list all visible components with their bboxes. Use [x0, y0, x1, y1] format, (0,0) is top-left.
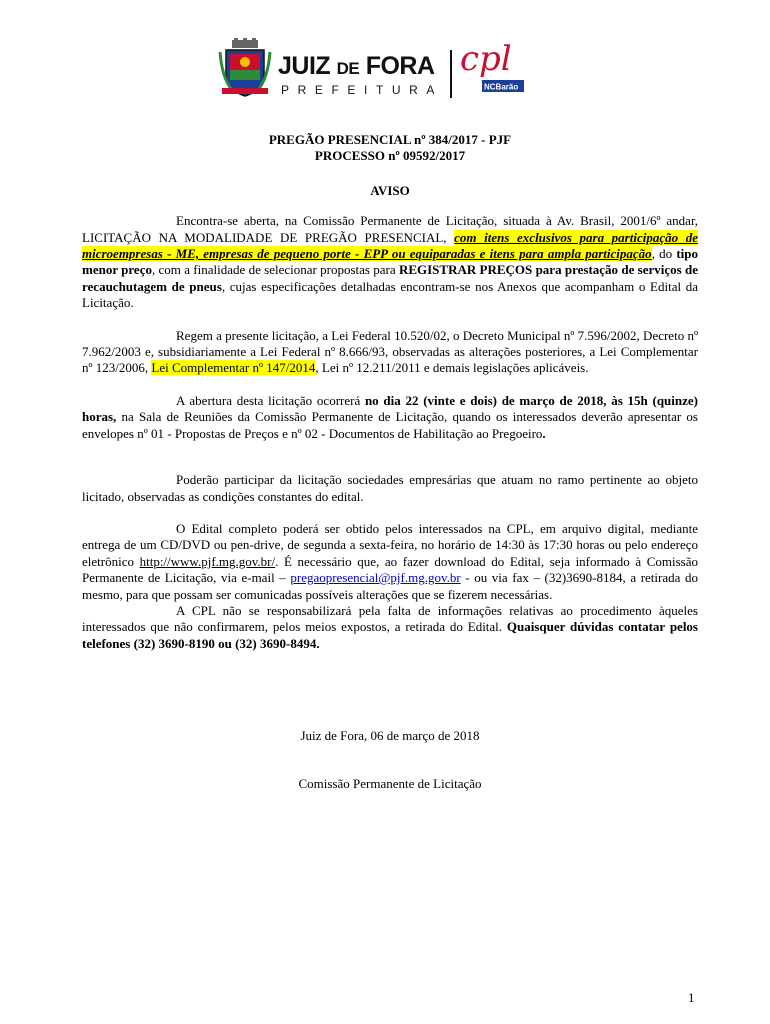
- paragraph-legislation: [82, 328, 698, 377]
- document-title: PREGÃO PRESENCIAL nº 384/2017 - PJF: [268, 132, 512, 147]
- p1-text-2: , do: [651, 246, 677, 262]
- website-link[interactable]: http://www.pjf.mg.gov.br/: [139, 553, 276, 569]
- p3-text-2: na Sala de Reuniões da Comissão Permanente de Licitação, quando os interessados deverão apresentar os envelopes nº 01 - Propostas de Preços e nº 02 - Documentos de Habilitação ao Pregoeiro: [82, 409, 698, 441]
- p6-text-1: A CPL não se responsabilizará pela falta de informações relativas ao procedimento àqueles interessados que não confirmarem, pelos meios expostos, a retirada do Edital.: [82, 602, 698, 635]
- p1-text-1: Encontra-se aberta, na Comissão Permanente de Licitação, situada à Av. Brasil, 2001/6º andar, LICITAÇÃO NA MODALIDADE DE PREGÃO PRESENCIAL,: [82, 213, 698, 245]
- p6-bold-contacts: Quaisquer dúvidas contatar pelos telefones (32) 3690-8190 ou (32) 3690-8494.: [82, 619, 698, 651]
- p1-text-3: , com a finalidade de selecionar propostas para: [151, 262, 399, 278]
- p5-text-2: . É necessário que, ao fazer download do Edital, seja informado à Comissão Permanente de Licitação, via e-mail –: [82, 553, 698, 586]
- document-date: Juiz de Fora, 06 de março de 2018: [300, 728, 480, 743]
- paragraph-edital: [82, 521, 698, 603]
- cpl-logo-text: cpl: [460, 39, 512, 79]
- logo-divider: [450, 50, 452, 98]
- p4-text-1: Poderão participar da licitação sociedades empresárias que atuam no ramo pertinente ao objeto licitado, observadas as condições constantes do edital.: [82, 472, 698, 504]
- paragraph-responsibility: [82, 603, 698, 652]
- p2-text-2: , Lei nº 12.211/2011 e demais legislações aplicáveis.: [315, 360, 589, 376]
- paragraph-participation: [82, 472, 698, 505]
- paragraph-opening-date: [82, 393, 698, 442]
- cpl-logo: [458, 38, 530, 98]
- p3-bold-period: .: [542, 425, 546, 441]
- p1-text-4: , cujas especificações detalhadas encontram-se nos Anexos que acompanham o Edital da Licitação.: [82, 278, 699, 311]
- process-number: PROCESSO nº 09592/2017: [314, 148, 466, 164]
- email-link[interactable]: pregaopresencial@pjf.mg.gov.br: [290, 570, 461, 586]
- p5-text-3: - ou via fax – (32)3690-8184, a retirada do mesmo, para que possam ser comunicadas possíveis alterações que se fizerem necessárias.: [82, 570, 698, 602]
- paragraph-opening: [82, 213, 698, 311]
- p2-highlight: Lei Complementar nº 147/2014: [151, 360, 316, 376]
- document-body: [82, 132, 698, 652]
- brand-name: JUIZ DE FORA: [278, 52, 435, 80]
- p3-bold-date: no dia 22 (vinte e dois) de março de 2018, às 15h (quinze) horas,: [82, 392, 698, 425]
- cpl-logo-small-text: NCBarão: [484, 82, 519, 92]
- page-number: 1: [688, 990, 695, 1005]
- notice-heading: AVISO: [370, 182, 410, 198]
- signature-line: Comissão Permanente de Licitação: [298, 776, 482, 791]
- city-coat-of-arms-icon: [218, 38, 272, 98]
- brand-subtitle: PREFEITURA: [281, 83, 444, 97]
- p5-text-1: O Edital completo poderá ser obtido pelos interessados na CPL, em arquivo digital, mediante entrega de um CD/DVD ou pen-drive, de segunda a sexta-feira, no horário de 14:30 às 17:30 horas ou pelo endereço eletrônico: [82, 520, 698, 569]
- p1-bold-object: REGISTRAR PREÇOS para prestação de serviços de recauchutagem de pneus: [82, 262, 699, 294]
- p1-highlight: com itens exclusivos para participação de microempresas - ME, empresas de pequeno porte - EPP ou equiparadas e itens para ampla participação: [82, 229, 698, 262]
- p1-bold-type: tipo menor preço: [82, 246, 698, 278]
- p2-text-1: Regem a presente licitação, a Lei Federal 10.520/02, o Decreto Municipal nº 7.596/2002, Decreto nº 7.962/2003 e, subsidiariamente a Lei Federal nº 8.666/93, observadas as alterações posteriores, a Lei Complementar nº 123/2006,: [82, 327, 698, 376]
- p3-text-1: A abertura desta licitação ocorrerá: [176, 392, 365, 408]
- header-logos: [218, 38, 528, 100]
